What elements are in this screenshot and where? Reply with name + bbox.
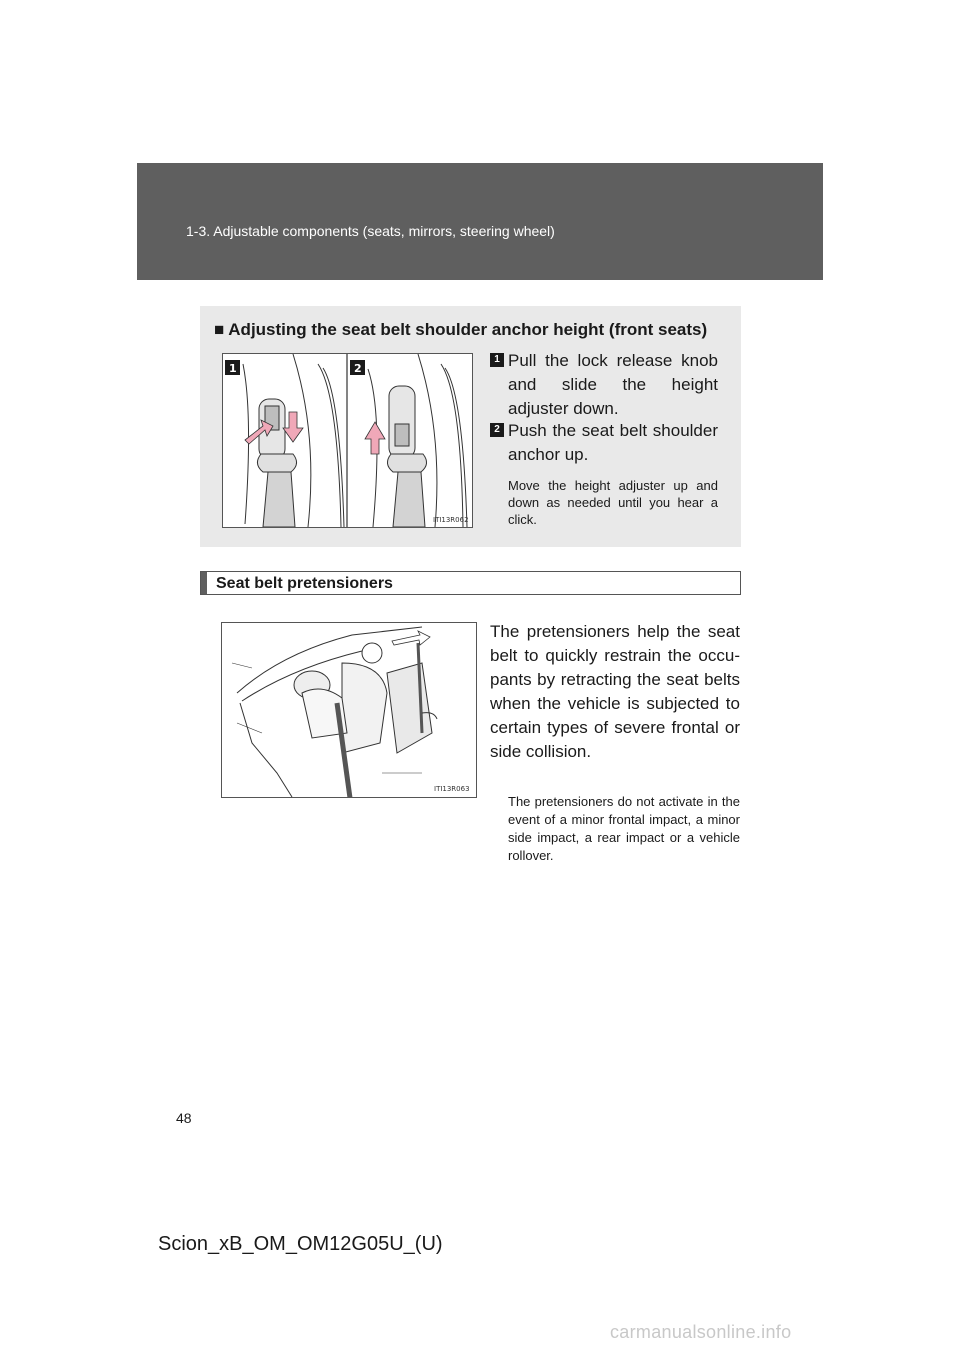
square-bullet-icon: ■ xyxy=(214,320,225,339)
header-bar xyxy=(137,163,823,280)
step-2-marker-label: 2 xyxy=(354,362,362,375)
heading-text: Adjusting the seat belt shoulder anchor height (front seats) xyxy=(228,320,708,339)
section-tab xyxy=(201,572,207,594)
step-2-number: 2 xyxy=(490,423,504,437)
vehicle-interior-drawing xyxy=(222,623,476,797)
figure-code-2: ITI13R063 xyxy=(434,785,470,793)
step-1 xyxy=(490,349,718,421)
shoulder-anchor-heading xyxy=(214,320,707,340)
figure-code: ITI13R062 xyxy=(433,516,469,524)
shoulder-anchor-illustration xyxy=(222,353,473,528)
step-2 xyxy=(490,419,718,467)
step-1-number: 1 xyxy=(490,353,504,367)
section-heading: Seat belt pretensioners xyxy=(216,575,393,592)
pretensioner-illustration xyxy=(221,622,477,798)
step-1-text: Pull the lock release knob and slide the height adjuster down. xyxy=(508,351,718,418)
watermark: carmanualsonline.info xyxy=(610,1322,792,1342)
step-1-marker-label: 1 xyxy=(229,362,237,375)
pretensioners-section-header xyxy=(200,571,741,595)
adjuster-note: Move the height adjuster up and down as needed until you hear a click. xyxy=(508,478,718,527)
page-number: 48 xyxy=(176,1110,192,1126)
shoulder-anchor-box xyxy=(200,306,741,547)
seat-belt-anchor-drawing xyxy=(223,354,472,527)
footer-document-code: Scion_xB_OM_OM12G05U_(U) xyxy=(158,1233,443,1255)
pretensioner-description: The pretensioners help the seat belt to quickly restrain the occu-pants by retracting the seat belts when the vehicle is subjected to certain types of severe frontal or side collision. xyxy=(490,622,740,761)
step-2-text: Push the seat belt shoulder anchor up. xyxy=(508,421,718,464)
pretensioner-note: The pretensioners do not activate in the event of a minor frontal impact, a minor side impact, a rear impact or a vehicle rollover. xyxy=(508,794,740,863)
section-title: 1-3. Adjustable components (seats, mirrors, steering wheel) xyxy=(186,223,555,239)
